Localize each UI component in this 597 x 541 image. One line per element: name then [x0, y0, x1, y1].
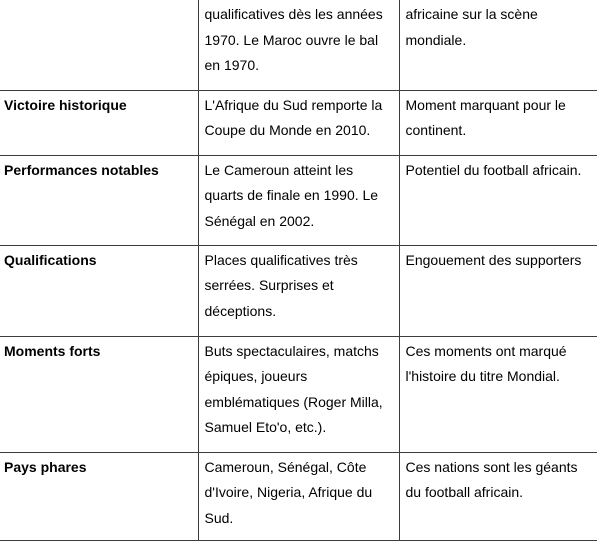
row-impact: Ces moments ont marqué l'histoire du titre Mondial.	[399, 336, 597, 452]
table-row	[0, 90, 597, 155]
row-description: Places qualificatives très serrées. Surprises et déceptions.	[198, 245, 399, 336]
row-label: Victoire historique	[0, 90, 198, 155]
row-description: L'Afrique du Sud remporte la Coupe du Monde en 2010.	[198, 90, 399, 155]
row-label: Qualifications	[0, 245, 198, 336]
table-row	[0, 0, 597, 90]
row-impact: Potentiel du football africain.	[399, 155, 597, 245]
table-row	[0, 155, 597, 245]
row-label: Moments forts	[0, 336, 198, 452]
table-row	[0, 336, 597, 452]
row-description: qualificatives dès les années 1970. Le Maroc ouvre le bal en 1970.	[198, 0, 399, 90]
row-label	[0, 0, 198, 90]
row-description: Cameroun, Sénégal, Côte d'Ivoire, Nigeria, Afrique du Sud.	[198, 452, 399, 540]
table-row	[0, 452, 597, 540]
row-description: Le Cameroun atteint les quarts de finale en 1990. Le Sénégal en 2002.	[198, 155, 399, 245]
row-label: Performances notables	[0, 155, 198, 245]
row-label: Pays phares	[0, 452, 198, 540]
row-impact: africaine sur la scène mondiale.	[399, 0, 597, 90]
table-row	[0, 245, 597, 336]
row-impact: Engouement des supporters	[399, 245, 597, 336]
row-description: Buts spectaculaires, matchs épiques, joueurs emblématiques (Roger Milla, Samuel Eto'o, etc.).	[198, 336, 399, 452]
row-impact: Moment marquant pour le continent.	[399, 90, 597, 155]
row-impact: Ces nations sont les géants du football africain.	[399, 452, 597, 540]
